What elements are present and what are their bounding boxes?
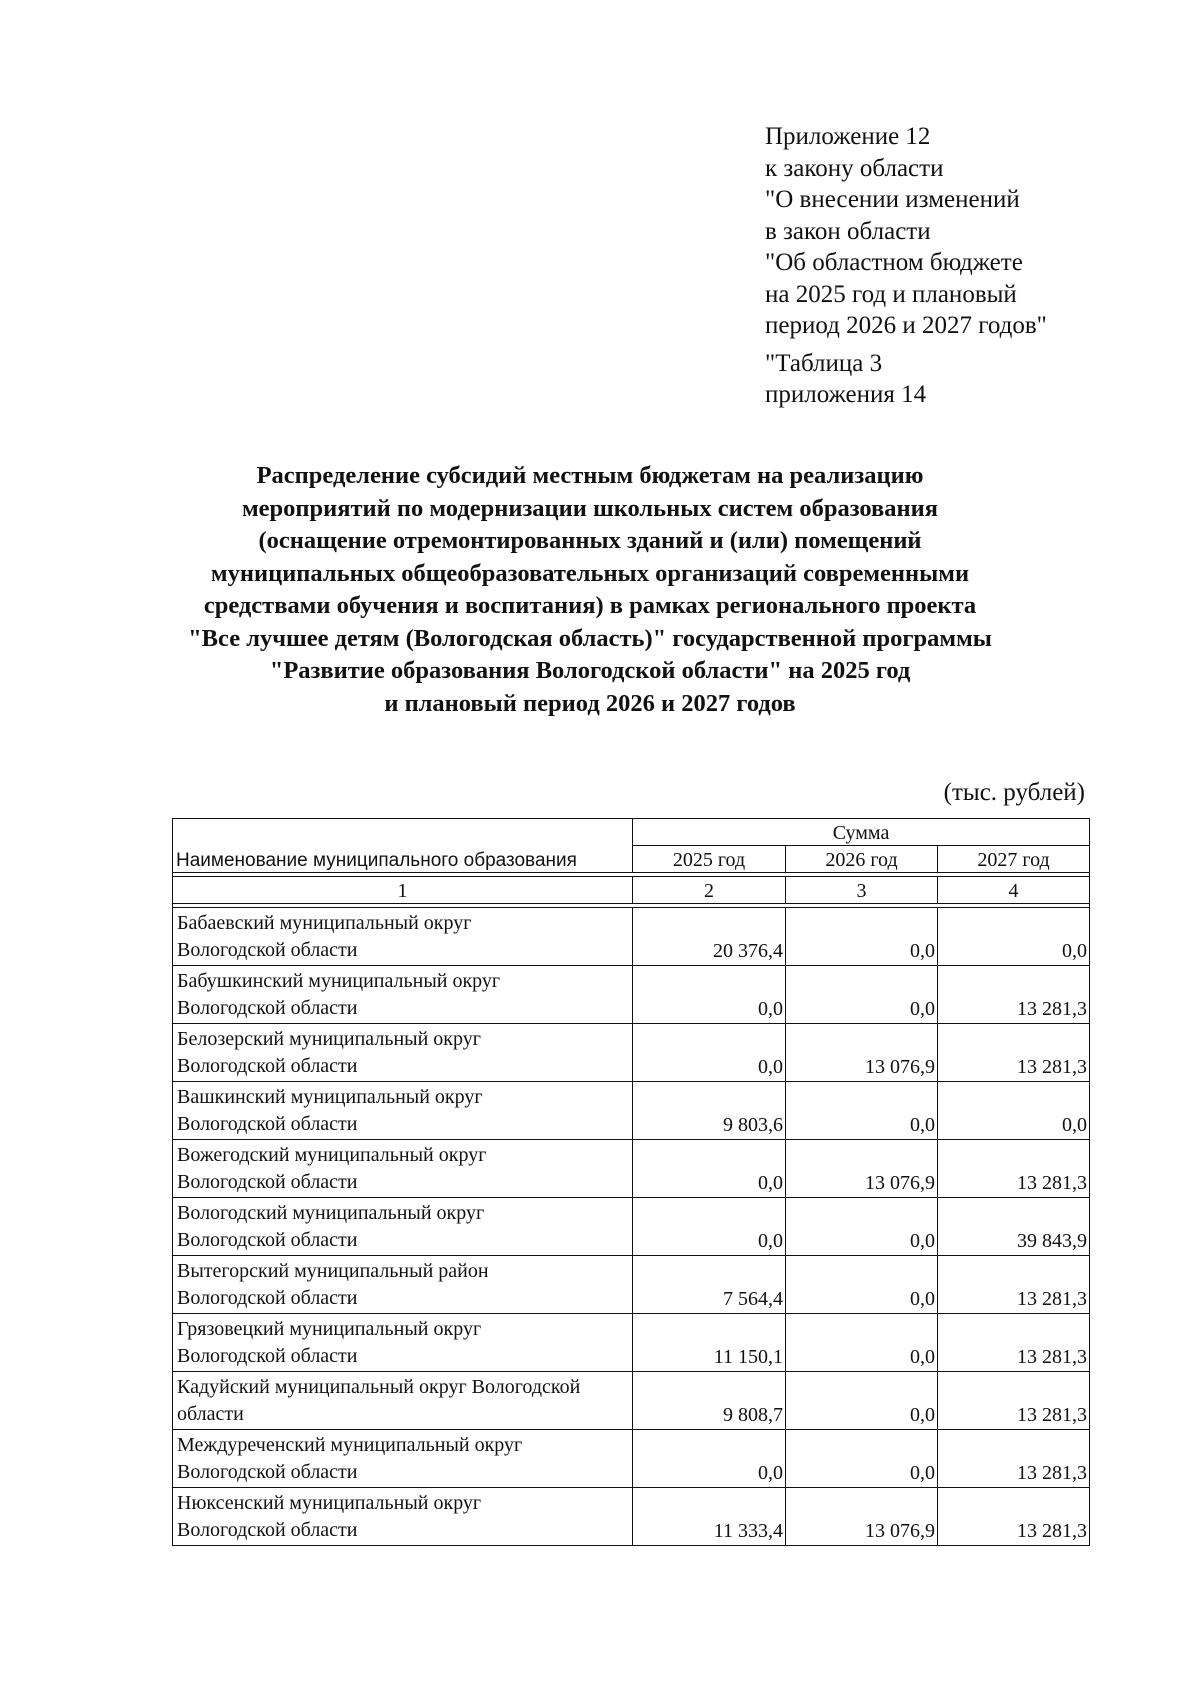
table-row	[173, 1140, 1090, 1198]
value-2025-cell: 20 376,4	[633, 908, 786, 966]
municipality-name-line: Вашкинский муниципальный округ	[177, 1086, 483, 1108]
municipality-name-line: Бабаевский муниципальный округ	[177, 912, 472, 934]
municipality-name-line: Междуреченский муниципальный округ	[177, 1434, 523, 1456]
table-body	[173, 908, 1090, 1546]
municipality-name-cell	[173, 1198, 633, 1256]
table-row	[173, 908, 1090, 966]
table-row	[173, 966, 1090, 1024]
value-2025-cell: 11 150,1	[633, 1314, 786, 1372]
title-line: мероприятий по модернизации школьных систем образования	[241, 494, 939, 522]
table-row	[173, 1430, 1090, 1488]
value-2027-cell: 39 843,9	[938, 1198, 1090, 1256]
header-year-2027: 2027 год	[938, 846, 1090, 873]
title-line: средствами обучения и воспитания) в рамках регионального проекта	[203, 592, 977, 619]
title-line: "Развитие образования Вологодской области" на 2025 год	[269, 657, 911, 684]
value-2025-cell: 0,0	[633, 1024, 786, 1082]
column-number: 2	[633, 877, 786, 904]
municipality-name-line: Белозерский муниципальный округ	[177, 1028, 481, 1050]
header-year-2026: 2026 год	[786, 846, 938, 873]
value-2027-cell: 13 281,3	[938, 1430, 1090, 1488]
municipality-name-cell	[173, 966, 633, 1024]
appendix-line: на 2025 год и плановый	[765, 280, 1017, 308]
value-2026-cell: 0,0	[786, 1430, 938, 1488]
municipality-name-line: Вологодский муниципальный округ	[177, 1202, 485, 1224]
appendix-line: "О внесении изменений	[765, 186, 1020, 213]
header-sum: Сумма	[633, 819, 1090, 846]
value-2027-cell: 13 281,3	[938, 1314, 1090, 1372]
appendix-line: период 2026 и 2027 годов"	[765, 312, 1047, 339]
municipality-name-line: Вологодской области	[177, 1113, 358, 1135]
municipality-name-cell	[173, 908, 633, 966]
municipality-name-line: Грязовецкий муниципальный округ	[177, 1318, 482, 1340]
table-row	[173, 1488, 1090, 1546]
value-2027-cell: 13 281,3	[938, 966, 1090, 1024]
title-line: Распределение субсидий местным бюджетам на реализацию	[256, 462, 924, 489]
municipality-name-cell	[173, 1024, 633, 1082]
table-row	[173, 1198, 1090, 1256]
value-2026-cell: 0,0	[786, 1256, 938, 1314]
value-2026-cell: 0,0	[786, 1372, 938, 1430]
municipality-name-cell	[173, 1140, 633, 1198]
municipality-name-line: Вологодской области	[177, 997, 358, 1019]
municipality-name-line: Кадуйский муниципальный округ Вологодской	[177, 1376, 581, 1398]
appendix-line: Приложение 12	[765, 123, 931, 150]
municipality-name-cell	[173, 1372, 633, 1430]
value-2027-cell: 13 281,3	[938, 1140, 1090, 1198]
column-number-row	[173, 877, 1090, 904]
table-row	[173, 1082, 1090, 1140]
municipality-name-line: Вологодской области	[177, 1345, 358, 1367]
municipality-name-cell	[173, 1082, 633, 1140]
municipality-name-line: Вологодской области	[177, 1171, 358, 1193]
header-municipality: Наименование муниципального образования	[173, 819, 633, 873]
title-line: (оснащение отремонтированных зданий и (или) помещений	[258, 527, 922, 554]
value-2026-cell: 0,0	[786, 1198, 938, 1256]
value-2026-cell: 0,0	[786, 908, 938, 966]
title-line: "Все лучшее детям (Вологодская область)" государственной программы	[188, 624, 992, 652]
value-2026-cell: 13 076,9	[786, 1140, 938, 1198]
municipality-name-line: Бабушкинский муниципальный округ	[177, 970, 501, 992]
value-2027-cell: 13 281,3	[938, 1488, 1090, 1546]
appendix-line: приложения 14	[765, 381, 927, 408]
value-2025-cell: 9 803,6	[633, 1082, 786, 1140]
value-2025-cell: 11 333,4	[633, 1488, 786, 1546]
municipality-name-line: Вологодской области	[177, 1287, 358, 1309]
municipality-name-line: Вологодской области	[177, 1519, 358, 1541]
value-2025-cell: 0,0	[633, 1140, 786, 1198]
table-row	[173, 1256, 1090, 1314]
appendix-line: в закон области	[765, 217, 931, 245]
value-2027-cell: 13 281,3	[938, 1372, 1090, 1430]
municipality-name-cell	[173, 1430, 633, 1488]
table-row	[173, 1314, 1090, 1372]
value-2026-cell: 0,0	[786, 966, 938, 1024]
document-title	[150, 460, 1030, 720]
value-2025-cell: 9 808,7	[633, 1372, 786, 1430]
value-2025-cell: 7 564,4	[633, 1256, 786, 1314]
table-row	[173, 1372, 1090, 1430]
table-row	[173, 1024, 1090, 1082]
table-header-row	[173, 819, 1090, 846]
value-2025-cell: 0,0	[633, 1198, 786, 1256]
municipality-name-cell	[173, 1488, 633, 1546]
units-label: (тыс. рублей)	[943, 779, 1085, 806]
municipality-name-line: Вологодской области	[177, 1229, 358, 1251]
value-2026-cell: 0,0	[786, 1082, 938, 1140]
municipality-name-line: Вологодской области	[177, 1461, 358, 1483]
value-2027-cell: 13 281,3	[938, 1024, 1090, 1082]
municipality-name-line: Вытегорский муниципальный район	[177, 1260, 489, 1282]
value-2027-cell: 13 281,3	[938, 1256, 1090, 1314]
municipality-name-cell	[173, 1314, 633, 1372]
municipality-name-line: Нюксенский муниципальный округ	[177, 1492, 482, 1514]
appendix-reference	[765, 121, 1047, 411]
value-2026-cell: 13 076,9	[786, 1024, 938, 1082]
municipality-name-cell	[173, 1256, 633, 1314]
value-2025-cell: 0,0	[633, 966, 786, 1024]
municipality-name-line: области	[177, 1403, 244, 1425]
municipality-name-line: Вожегодский муниципальный округ	[177, 1144, 487, 1166]
column-number: 1	[173, 877, 633, 904]
header-year-2025: 2025 год	[633, 846, 786, 873]
municipality-name-line: Вологодской области	[177, 1055, 358, 1077]
appendix-line: "Таблица 3	[765, 349, 883, 377]
title-line: муниципальных общеобразовательных организаций современными	[210, 559, 970, 587]
column-number: 4	[938, 877, 1090, 904]
municipality-name-line: Вологодской области	[177, 939, 358, 961]
appendix-line: к закону области	[765, 154, 944, 182]
value-2027-cell: 0,0	[938, 1082, 1090, 1140]
subsidy-table	[172, 818, 1090, 1546]
value-2026-cell: 13 076,9	[786, 1488, 938, 1546]
value-2026-cell: 0,0	[786, 1314, 938, 1372]
appendix-line: "Об областном бюджете	[765, 249, 1023, 276]
value-2025-cell: 0,0	[633, 1430, 786, 1488]
title-line: и плановый период 2026 и 2027 годов	[384, 689, 796, 717]
column-number: 3	[786, 877, 938, 904]
value-2027-cell: 0,0	[938, 908, 1090, 966]
